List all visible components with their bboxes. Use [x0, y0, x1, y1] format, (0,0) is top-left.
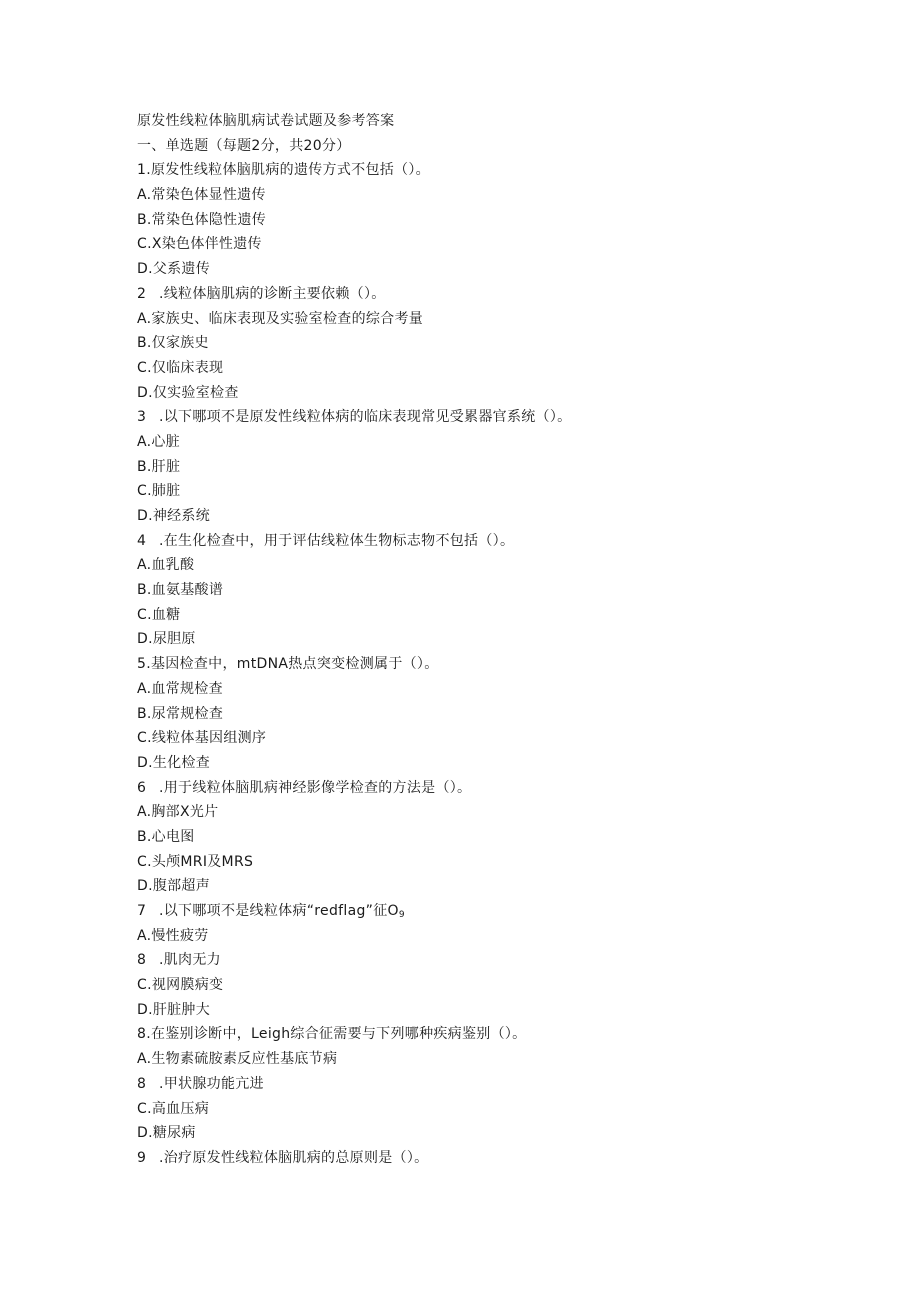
answer-option: C.仅临床表现 [137, 359, 224, 376]
question-text [137, 282, 837, 307]
answer-option: C.X染色体伴性遗传 [137, 236, 262, 253]
question-text [137, 948, 837, 973]
question-number: 7 [137, 903, 147, 919]
question-text [137, 1146, 837, 1171]
answer-option: C.头颅MRI及MRS [137, 853, 254, 870]
answer-option: D.腹部超声 [137, 878, 211, 895]
question-stem: .治疗原发性线粒体脑肌病的总原则是（）。 [159, 1149, 429, 1166]
question-text: 5.基因检查中，mtDNA热点突变检测属于（）。 [137, 656, 439, 673]
question-text: 1.原发性线粒体脑肌病的遗传方式不包括（）。 [137, 162, 430, 179]
answer-option: B.肝脏 [137, 458, 181, 475]
question-number: 4 [137, 532, 147, 549]
answer-option: A.血乳酸 [137, 557, 195, 574]
answer-option: D.尿胆原 [137, 631, 196, 648]
answer-option: B.仅家族史 [137, 335, 209, 352]
answer-option: C.高血压病 [137, 1100, 210, 1117]
subscript-text: 9 [398, 910, 405, 920]
answer-option: D.父系遗传 [137, 261, 211, 278]
answer-option: A.心脏 [137, 433, 180, 450]
question-number: 3 [137, 409, 147, 426]
question-text [137, 899, 837, 924]
answer-option: A.家族史、临床表现及实验室检查的综合考量 [137, 310, 424, 327]
question-stem: .线粒体脑肌病的诊断主要依赖（）。 [159, 285, 386, 302]
question-number: 2 [137, 285, 147, 302]
question-text [137, 1072, 837, 1097]
answer-option: B.常染色体隐性遗传 [137, 211, 267, 228]
question-text: 8.在鉴别诊断中，Leigh综合征需要与下列哪种疾病鉴别（）。 [137, 1026, 527, 1043]
question-stem: .甲状腺功能亢进 [159, 1075, 264, 1092]
answer-option: B.心电图 [137, 828, 195, 845]
question-stem: .以下哪项不是原发性线粒体病的临床表现常见受累器官系统（）。 [159, 409, 572, 426]
answer-option: C.血糖 [137, 606, 181, 623]
document-title: 原发性线粒体脑肌病试卷试题及参考答案 [137, 113, 395, 129]
answer-option: C.肺脏 [137, 483, 181, 500]
answer-option: A.常染色体显性遗传 [137, 187, 266, 204]
question-number: 9 [137, 1149, 147, 1166]
answer-option: A.胸部X光片 [137, 804, 219, 821]
question-number: 8 [137, 1075, 147, 1092]
answer-option: A.生物素硫胺素反应性基底节病 [137, 1051, 338, 1068]
document-body [137, 109, 837, 1171]
answer-option: D.糖尿病 [137, 1125, 196, 1142]
question-text [137, 529, 837, 554]
section-heading: 一、单选题（每题2分，共20分） [137, 137, 351, 154]
answer-option: D.仅实验室检查 [137, 384, 239, 401]
answer-option: D.神经系统 [137, 508, 211, 524]
question-stem: .在生化检查中，用于评估线粒体生物标志物不包括（）。 [159, 532, 515, 549]
answer-option: D.生化检查 [137, 754, 211, 771]
answer-option: D.肝脏肿大 [137, 1001, 211, 1018]
question-number: 6 [137, 779, 147, 796]
answer-option: C.线粒体基因组测序 [137, 730, 267, 747]
question-text [137, 776, 837, 801]
question-stem: .以下哪项不是线粒体病“redflag”征O [159, 903, 399, 919]
answer-option: C.视网膜病变 [137, 977, 224, 994]
answer-option: B.血氨基酸谱 [137, 582, 224, 599]
answer-option: A.血常规检查 [137, 680, 223, 697]
question-stem: .肌肉无力 [159, 952, 221, 969]
question-stem: .用于线粒体脑肌病神经影像学检查的方法是（）。 [159, 779, 472, 796]
question-number: 8 [137, 952, 147, 969]
answer-option: B.尿常规检查 [137, 705, 224, 722]
answer-option: A.慢性疲劳 [137, 927, 209, 944]
question-text [137, 405, 837, 430]
